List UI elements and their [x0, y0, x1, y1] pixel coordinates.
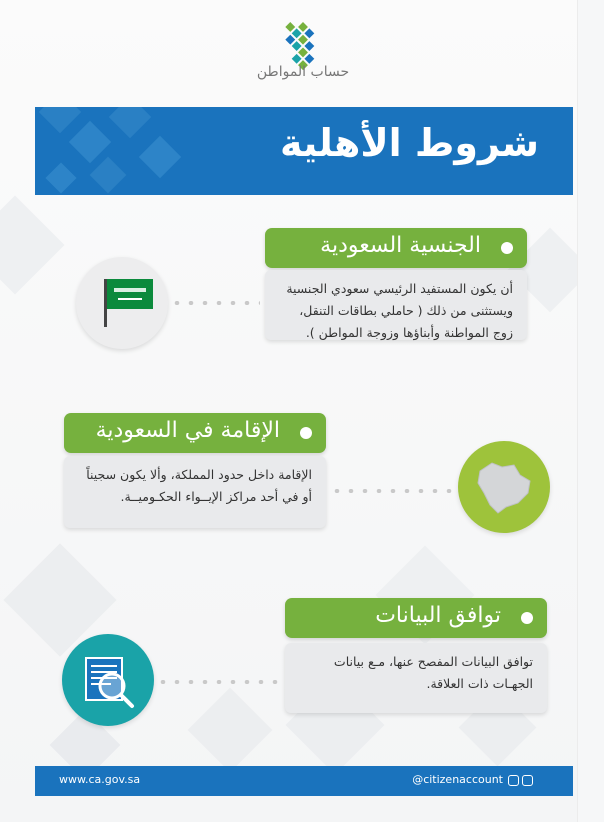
condition-description-card	[285, 643, 547, 713]
title-banner	[35, 107, 573, 195]
condition-title-pill	[64, 413, 326, 453]
background-diamond	[0, 196, 64, 295]
background-diamond	[188, 688, 273, 773]
document-magnifier-icon-circle	[62, 634, 154, 726]
saudi-flag-icon	[76, 257, 168, 349]
banner-diamond	[109, 107, 151, 138]
bullet-dot	[300, 427, 312, 439]
banner-diamond	[39, 107, 81, 133]
connector-dots	[330, 489, 454, 493]
banner-diamond	[139, 136, 181, 178]
condition-description-card	[265, 270, 527, 340]
instagram-icon[interactable]	[522, 775, 533, 786]
website-link[interactable]: www.ca.gov.sa	[59, 773, 141, 786]
condition-description: الإقامة داخل حدود المملكة، وألا يكون سجيناً أو في أحد مراكز الإيــواء الحكـوميــة.	[86, 467, 312, 504]
logo-text: حساب المواطن	[256, 64, 350, 80]
condition-title-pill	[265, 228, 527, 268]
saudi-map-icon-circle	[458, 441, 550, 533]
banner-diamond	[69, 121, 111, 163]
condition-title-pill	[285, 598, 547, 638]
bullet-dot	[501, 242, 513, 254]
bullet-dot	[521, 612, 533, 624]
connector-dots	[156, 680, 280, 684]
document-magnifier-icon	[62, 634, 154, 726]
condition-description: أن يكون المستفيد الرئيسي سعودي الجنسية ويستثنى من ذلك ( حاملي بطاقات التنقل، زوج المواطنة وأبناؤها وزوجة المواطن ).	[286, 281, 513, 340]
banner-diamond	[45, 162, 76, 193]
saudi-flag-icon-circle	[76, 257, 168, 349]
page-title: شروط الأهلية	[279, 121, 539, 165]
condition-title: الإقامة في السعودية	[95, 418, 280, 443]
condition-description: توافق البيانات المفصح عنها، مـع بيانات الجهـات ذات العلاقة.	[333, 654, 533, 691]
social-icons	[508, 775, 533, 786]
saudi-map-icon	[458, 441, 550, 533]
condition-title: توافق البيانات	[375, 603, 501, 628]
banner-diamond	[90, 157, 127, 194]
social-handle[interactable]: @citizenaccount	[412, 773, 503, 786]
condition-description-card	[64, 456, 326, 528]
right-side-panel	[577, 0, 604, 822]
condition-title: الجنسية السعودية	[320, 233, 481, 258]
connector-dots	[170, 301, 260, 305]
footer-bar	[35, 766, 573, 796]
twitter-icon[interactable]	[508, 775, 519, 786]
